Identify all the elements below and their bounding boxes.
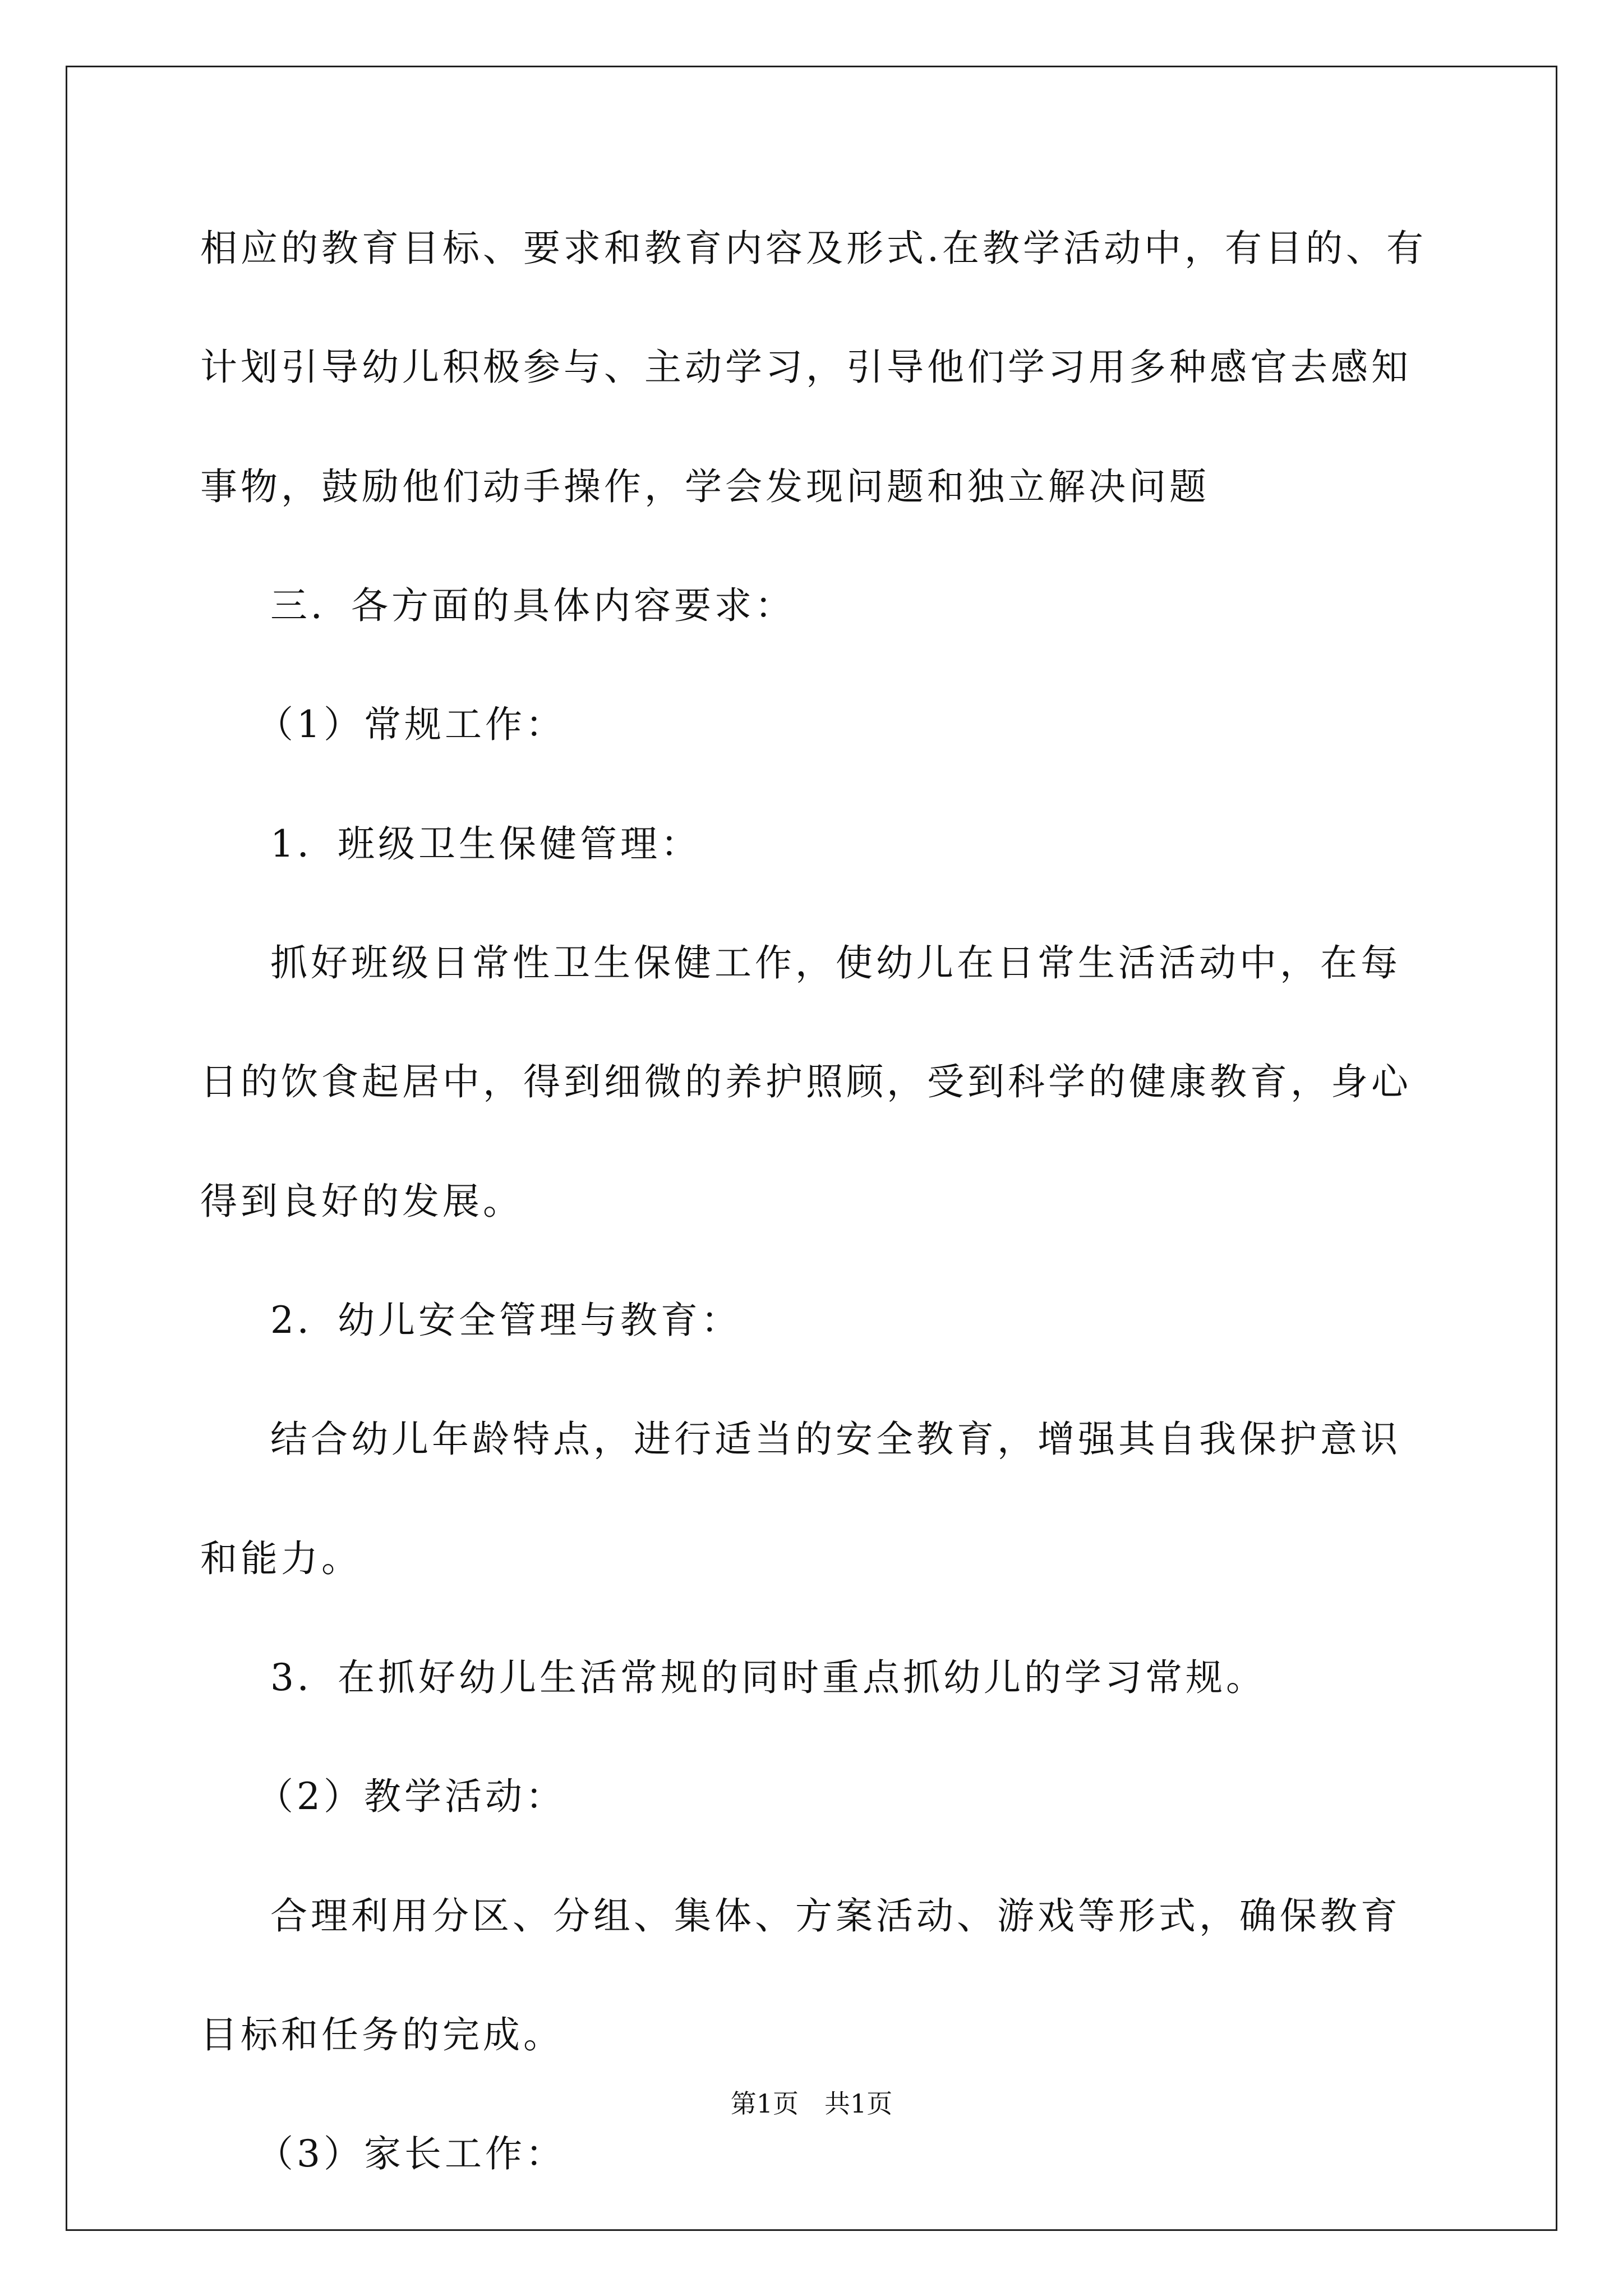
text-line: 目标和任务的完成。 — [200, 2013, 564, 2056]
section-heading: 三．各方面的具体内容要求： — [270, 584, 795, 627]
subsection-heading: （1）常规工作： — [256, 703, 566, 746]
text-line: 和能力。 — [200, 1537, 362, 1580]
text-line: 日的饮食起居中，得到细微的养护照顾，受到科学的健康教育，身心 — [200, 1060, 1412, 1103]
text-line: 结合幼儿年龄特点，进行适当的安全教育，增强其自我保护意识 — [270, 1418, 1401, 1461]
item-heading: 3．在抓好幼儿生活常规的同时重点抓幼儿的学习常规。 — [270, 1656, 1266, 1699]
text-line: 合理利用分区、分组、集体、方案活动、游戏等形式，确保教育 — [270, 1894, 1401, 1938]
page-footer: 第1页 共1页 — [730, 2088, 893, 2119]
subsection-heading: （2）教学活动： — [256, 1775, 566, 1818]
text-line: 事物，鼓励他们动手操作，学会发现问题和独立解决问题 — [200, 465, 1210, 508]
text-line: 抓好班级日常性卫生保健工作，使幼儿在日常生活活动中，在每 — [270, 941, 1401, 984]
item-heading: 2．幼儿安全管理与教育： — [270, 1299, 741, 1342]
text-line: 得到良好的发展。 — [200, 1180, 523, 1223]
text-line: 计划引导幼儿积极参与、主动学习，引导他们学习用多种感官去感知 — [200, 346, 1412, 389]
item-heading: 1．班级卫生保健管理： — [270, 822, 701, 866]
subsection-heading: （3）家长工作： — [256, 2132, 566, 2175]
text-line: 相应的教育目标、要求和教育内容及形式.在教学活动中，有目的、有 — [200, 227, 1427, 270]
